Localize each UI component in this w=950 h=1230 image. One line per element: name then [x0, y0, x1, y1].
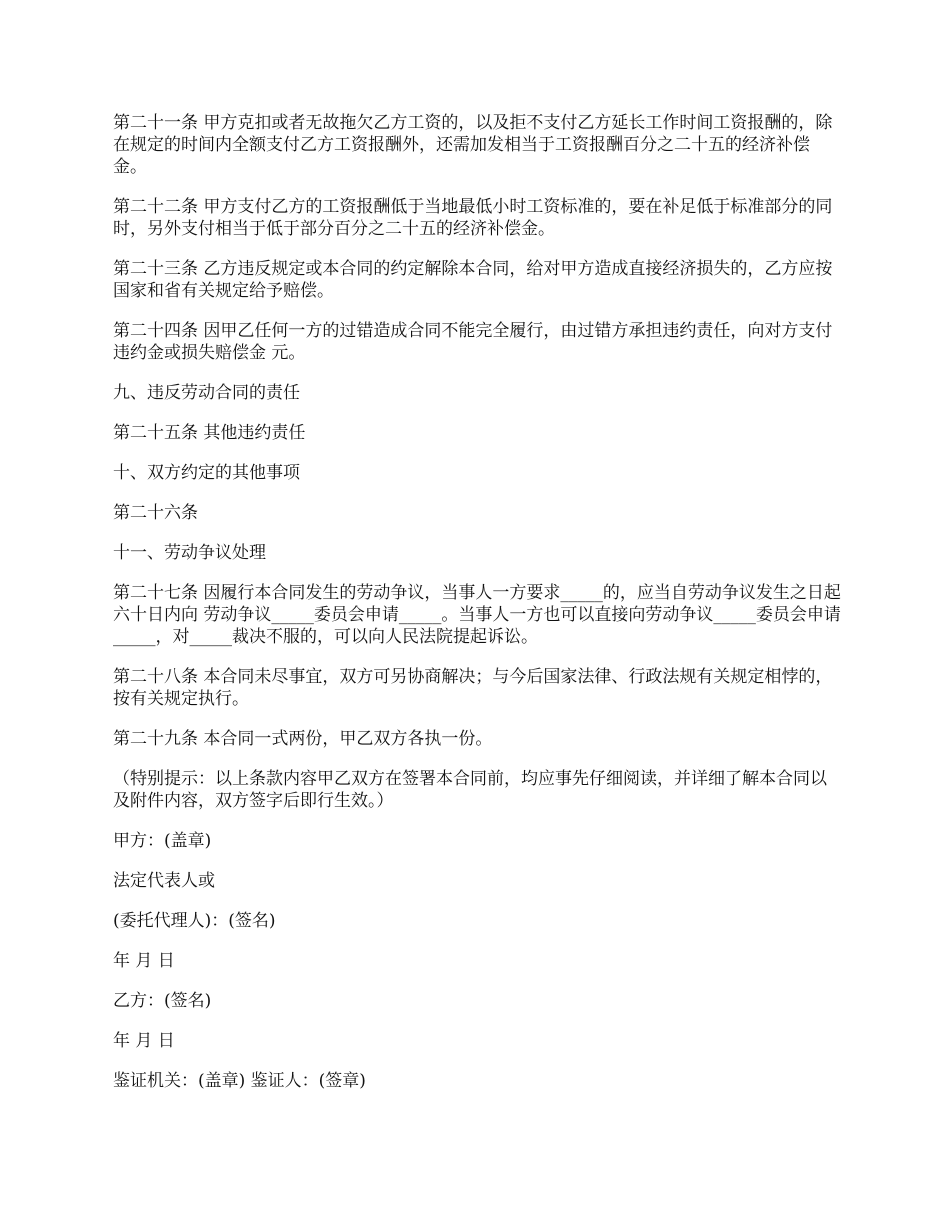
article-23: 第二十三条 乙方违反规定或本合同的约定解除本合同，给对甲方造成直接经济损失的，乙方应按国家和省有关规定给予赔偿。	[113, 259, 833, 301]
legal-representative-line: 法定代表人或	[113, 871, 215, 891]
special-notice: （特别提示：以上条款内容甲乙双方在签署本合同前，均应事先仔细阅读，并详细了解本合同以及附件内容，双方签字后即行生效。）	[113, 769, 827, 811]
section-9-heading: 九、违反劳动合同的责任	[113, 383, 300, 403]
article-28: 第二十八条 本合同未尽事宜，双方可另协商解决；与今后国家法律、行政法规有关规定相悖的，按有关规定执行。	[113, 667, 833, 709]
article-24: 第二十四条 因甲乙任何一方的过错造成合同不能完全履行，由过错方承担违约责任，向对方支付违约金或损失赔偿金 元。	[113, 321, 833, 363]
section-10-heading: 十、双方约定的其他事项	[113, 463, 300, 483]
article-26: 第二十六条	[113, 503, 198, 523]
article-29: 第二十九条 本合同一式两份，甲乙双方各执一份。	[113, 729, 493, 749]
article-22: 第二十二条 甲方支付乙方的工资报酬低于当地最低小时工资标准的，要在补足低于标准部分的同时，另外支付相当于低于部分百分之二十五的经济补偿金。	[113, 197, 833, 239]
article-27: 第二十七条 因履行本合同发生的劳动争议，当事人一方要求_____的，应当自劳动争议发生之日起六十日内向 劳动争议_____委员会申请_____。当事人一方也可以直接向劳动争议_____委员会申请_____，对_____裁决不服的，可以向人民法院提起诉讼。	[113, 583, 841, 647]
party-a-seal-line: 甲方：(盖章)	[113, 831, 212, 851]
article-25: 第二十五条 其他违约责任	[113, 423, 306, 443]
party-b-date-line: 年 月 日	[113, 1031, 175, 1051]
document-body	[113, 112, 841, 1110]
section-11-heading: 十一、劳动争议处理	[113, 543, 266, 563]
article-21: 第二十一条 甲方克扣或者无故拖欠乙方工资的，以及拒不支付乙方延长工作时间工资报酬的，除在规定的时间内全额支付乙方工资报酬外，还需加发相当于工资报酬百分之二十五的经济补偿金。	[113, 113, 833, 177]
authorized-agent-line: (委托代理人)：(签名)	[113, 911, 276, 931]
party-b-signature-line: 乙方：(签名)	[113, 991, 212, 1011]
certification-line: 鉴证机关：(盖章) 鉴证人：(签章)	[113, 1071, 366, 1091]
party-a-date-line: 年 月 日	[113, 951, 175, 971]
